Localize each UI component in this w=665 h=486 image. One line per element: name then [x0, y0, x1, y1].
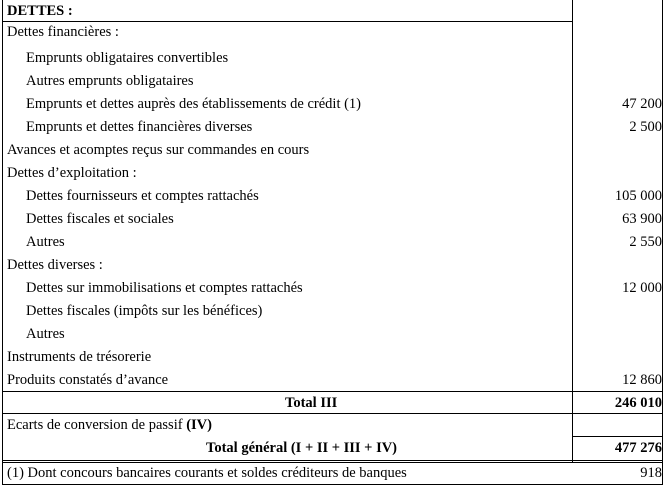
row-label: Emprunts et dettes financières diverses: [26, 119, 253, 135]
row-divider: [3, 21, 572, 22]
ecarts-row: [3, 414, 572, 437]
table-header-row: [3, 0, 572, 23]
row-label: Autres: [26, 326, 65, 342]
table-row: [3, 21, 664, 44]
row-label: Emprunts et dettes auprès des établissements de crédit (1): [26, 96, 362, 112]
table-row: [3, 47, 664, 70]
table-row: [3, 185, 662, 208]
total-general-row: [3, 437, 662, 460]
row-amount: 2 500: [629, 119, 662, 135]
table-row: [3, 93, 662, 116]
ecarts-label: [7, 414, 212, 437]
row-label: Dettes fiscales (impôts sur les bénéfices): [26, 303, 263, 319]
row-label: Dettes fournisseurs et comptes rattachés: [26, 188, 259, 204]
row-label: Produits constatés d’avance: [7, 372, 169, 388]
table-row: [3, 277, 662, 300]
table-row: [3, 116, 662, 139]
ecarts-label-text: Ecarts de conversion de passif: [7, 417, 187, 433]
table-row: [3, 139, 664, 162]
ecarts-label-code: (IV): [186, 417, 212, 433]
table-row: [3, 208, 662, 231]
table-row: [3, 254, 664, 277]
row-amount: 105 000: [614, 188, 662, 204]
table-row: [3, 162, 664, 185]
total-iii-row: [3, 392, 662, 415]
total-iii-label: Total III: [285, 395, 338, 411]
table-row: [3, 323, 664, 346]
row-amount: 47 200: [622, 96, 662, 112]
row-label: Dettes fiscales et sociales: [26, 211, 174, 227]
row-label: Instruments de trésorerie: [7, 349, 152, 365]
table-row: [3, 346, 664, 369]
row-divider: [3, 460, 662, 461]
debts-table: [2, 0, 663, 485]
table-row: [3, 70, 664, 93]
row-label: Emprunts obligataires convertibles: [26, 50, 229, 66]
table-row: [3, 369, 662, 392]
table-row: [3, 300, 664, 323]
section-title: DETTES :: [7, 3, 73, 19]
total-general-label: Total général (I + II + III + IV): [206, 440, 398, 456]
row-amount: 2 550: [629, 234, 662, 250]
row-amount: 63 900: [622, 211, 662, 227]
total-general-amount: 477 276: [614, 440, 662, 456]
total-iii-amount: 246 010: [614, 395, 662, 411]
row-label: Dettes d’exploitation :: [7, 165, 137, 181]
row-label: Dettes diverses :: [7, 257, 103, 273]
row-label: Dettes financières :: [7, 24, 119, 40]
table-row: [3, 231, 662, 254]
row-label: Autres: [26, 234, 65, 250]
footnote-amount: 918: [640, 465, 662, 481]
row-amount: 12 860: [622, 372, 662, 388]
footnote-label: (1) Dont concours bancaires courants et soldes créditeurs de banques: [7, 465, 407, 481]
row-amount: 12 000: [622, 280, 662, 296]
row-label: Avances et acomptes reçus sur commandes en cours: [7, 142, 310, 158]
row-label: Autres emprunts obligataires: [26, 73, 194, 89]
row-label: Dettes sur immobilisations et comptes rattachés: [26, 280, 303, 296]
footnote-row: [3, 462, 662, 484]
